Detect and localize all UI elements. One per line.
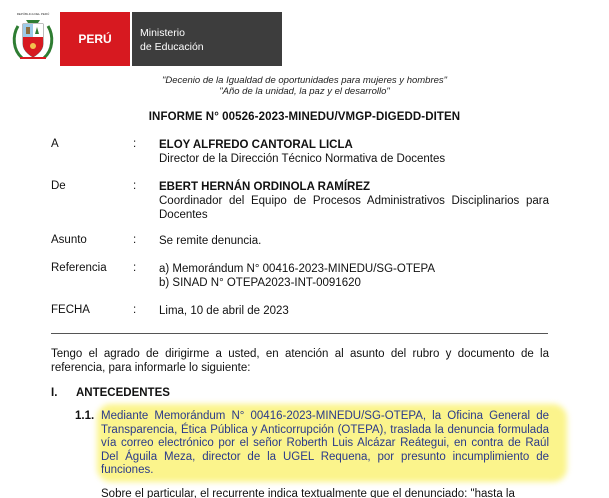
coat-of-arms-icon xyxy=(10,12,56,66)
highlighted-paragraph: Mediante Memorándum N° 00416-2023-MINEDU/SG-OTEPA, la Oficina General de Transparencia, Ética Pública y Anticorrupción (OTEPA), traslada la denuncia formulada vía correo electrónico por el señor Roberth Luis Alcázar Reátegui, en contra de Raúl Del Águila Meza, director de la UGEL Requena, por presunto incumplimiento de funciones. xyxy=(101,410,549,476)
reference-item: a) Memorándum N° 00416-2023-MINEDU/SG-OTEPA xyxy=(159,263,436,275)
peru-label: PERÚ xyxy=(60,12,130,66)
reference-list xyxy=(159,262,549,290)
ministry-line-2: de Educación xyxy=(140,41,204,53)
field-label-a: A xyxy=(51,138,59,150)
report-title: INFORME N° 00526-2023-MINEDU/VMGP-DIGEDD-DITEN xyxy=(148,111,461,123)
seal-caption: REPÚBLICA DEL PERÚ xyxy=(16,12,50,16)
recipient-name: ELOY ALFREDO CANTORAL LICLA xyxy=(159,139,353,151)
subject-value: Se remite denuncia. xyxy=(159,235,262,247)
field-label-referencia: Referencia xyxy=(51,262,107,274)
recipient-role: Director de la Dirección Técnico Normativa de Docentes xyxy=(159,153,446,165)
decade-slogans xyxy=(0,75,609,97)
reference-item: b) SINAD N° OTEPA2023-INT-0091620 xyxy=(159,277,361,289)
sender-name: EBERT HERNÁN ORDINOLA RAMÍREZ xyxy=(159,181,371,193)
date-value: Lima, 10 de abril de 2023 xyxy=(159,305,289,317)
field-colon-de: : xyxy=(133,180,137,192)
slogan-line-2: "Año de la unidad, la paz y el desarrollo" xyxy=(219,86,390,97)
field-label-fecha: FECHA xyxy=(51,304,90,316)
field-colon-referencia: : xyxy=(133,262,137,274)
ministry-line-1: Ministerio xyxy=(140,27,185,39)
sender-role: Coordinador del Equipo de Procesos Administrativos Disciplinarios para Docentes xyxy=(159,195,549,221)
ministry-label xyxy=(132,12,282,66)
field-value-a xyxy=(159,138,549,166)
field-colon-fecha: : xyxy=(133,304,137,316)
field-label-de: De xyxy=(51,180,66,192)
next-paragraph-partial: Sobre el particular, el recurrente indica textualmente que el denunciado: "hasta la xyxy=(101,488,515,498)
paragraph-number: 1.1. xyxy=(75,410,95,422)
field-label-asunto: Asunto xyxy=(51,234,87,246)
divider xyxy=(51,333,548,334)
section-number: I. xyxy=(51,387,58,399)
field-colon-a: : xyxy=(133,138,137,150)
section-title: ANTECEDENTES xyxy=(76,387,170,399)
slogan-line-1: "Decenio de la Igualdad de oportunidades para mujeres y hombres" xyxy=(161,75,448,86)
intro-paragraph: Tengo el agrado de dirigirme a usted, en atención al asunto del rubro y documento de la referencia, para informarle lo siguiente: xyxy=(51,348,549,374)
field-value-de xyxy=(159,180,549,222)
field-colon-asunto: : xyxy=(133,234,137,246)
